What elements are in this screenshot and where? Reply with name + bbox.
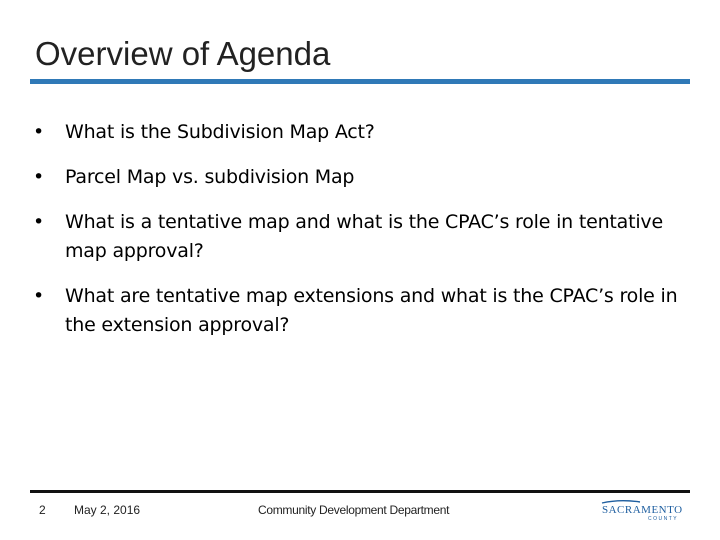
list-item xyxy=(33,118,683,147)
list-item xyxy=(33,163,683,192)
agenda-item-text: What are tentative map extensions and what is the CPAC’s role in the extension approval? xyxy=(65,285,678,336)
footer-date: May 2, 2016 xyxy=(74,503,141,517)
logo-swoosh xyxy=(602,501,640,503)
agenda-item-text: Parcel Map vs. subdivision Map xyxy=(65,166,355,188)
page-number: 2 xyxy=(39,503,46,517)
agenda-list xyxy=(33,118,683,356)
list-item xyxy=(33,208,683,266)
bullet-icon: • xyxy=(33,211,45,233)
sacramento-county-logo xyxy=(600,498,684,522)
bullet-icon: • xyxy=(33,166,45,188)
bullet-icon: • xyxy=(33,121,45,143)
bullet-icon: • xyxy=(33,285,45,307)
slide-title: Overview of Agenda xyxy=(35,35,331,72)
logo-subtext: COUNTY xyxy=(648,516,679,522)
agenda-item-text: What is a tentative map and what is the CPAC’s role in tentative map approval? xyxy=(65,211,663,262)
logo-wordmark: SACRAMENTO xyxy=(602,504,683,516)
footer-divider xyxy=(30,490,690,493)
list-item xyxy=(33,282,683,340)
footer-department: Community Development Department xyxy=(258,503,450,517)
title-underline xyxy=(30,79,690,84)
agenda-item-text: What is the Subdivision Map Act? xyxy=(65,121,375,143)
